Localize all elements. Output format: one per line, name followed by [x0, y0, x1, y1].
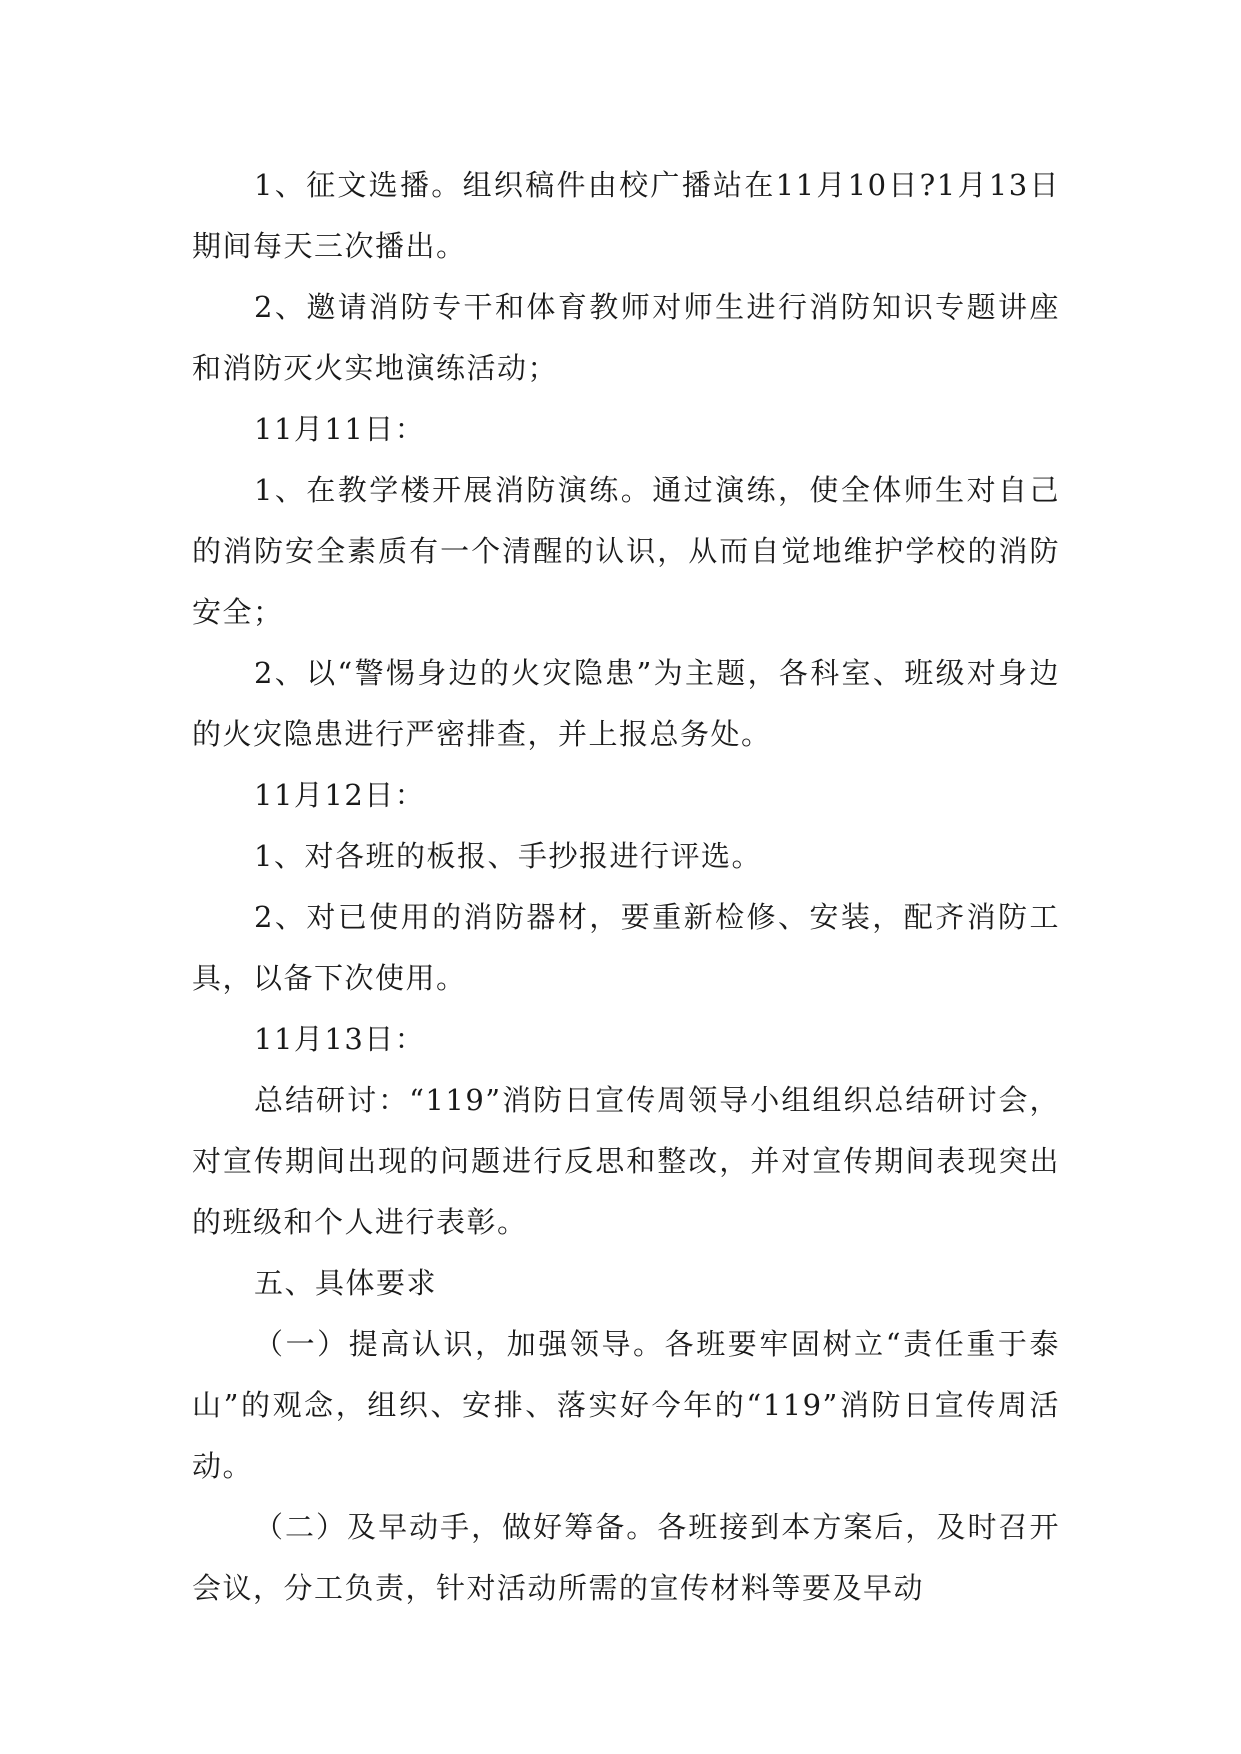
paragraph: （二）及早动手，做好筹备。各班接到本方案后，及时召开会议，分工负责，针对活动所需的宣传材料等要及早动 — [192, 1510, 1060, 1605]
section-date: 11月12日： — [254, 778, 426, 812]
paragraph: 1、征文选播。组织稿件由校广播站在11月10日?1月13日期间每天三次播出。 — [192, 168, 1060, 263]
section-date: 11月11日： — [254, 412, 426, 446]
paragraph: 总结研讨：“119”消防日宣传周领导小组组织总结研讨会，对宣传期间出现的问题进行反思和整改，并对宣传期间表现突出的班级和个人进行表彰。 — [192, 1083, 1060, 1239]
paragraph: 2、以“警惕身边的火灾隐患”为主题，各科室、班级对身边的火灾隐患进行严密排查，并上报总务处。 — [192, 656, 1060, 751]
document-body — [192, 155, 1060, 1619]
paragraph: 2、邀请消防专干和体育教师对师生进行消防知识专题讲座和消防灭火实地演练活动； — [192, 290, 1060, 385]
section-heading: 五、具体要求 — [254, 1266, 438, 1300]
paragraph: 1、对各班的板报、手抄报进行评选。 — [254, 839, 762, 873]
paragraph: 1、在教学楼开展消防演练。通过演练，使全体师生对自己的消防安全素质有一个清醒的认识，从而自觉地维护学校的消防安全； — [192, 473, 1060, 629]
paragraph: 2、对已使用的消防器材，要重新检修、安装，配齐消防工具，以备下次使用。 — [192, 900, 1060, 995]
paragraph: （一）提高认识，加强领导。各班要牢固树立“责任重于泰山”的观念，组织、安排、落实好今年的“119”消防日宣传周活动。 — [192, 1327, 1060, 1483]
section-date: 11月13日： — [254, 1022, 426, 1056]
